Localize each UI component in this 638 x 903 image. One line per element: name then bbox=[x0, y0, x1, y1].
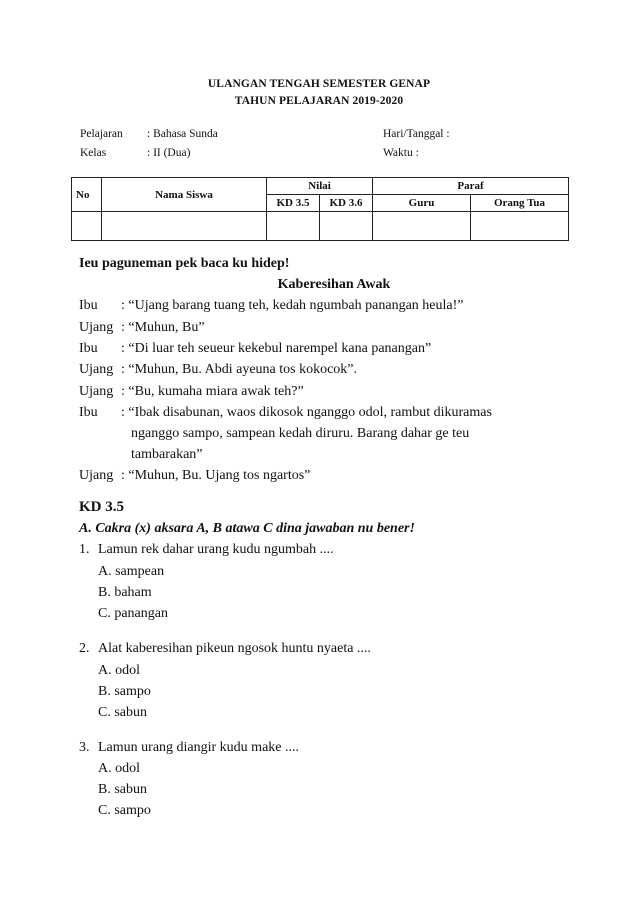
header-guru: Guru bbox=[373, 195, 471, 212]
blank-entry-row bbox=[72, 212, 569, 241]
subject-label: Pelajaran bbox=[80, 128, 123, 140]
answer-option[interactable]: B. baham bbox=[98, 585, 152, 600]
header-nilai: Nilai bbox=[267, 178, 373, 195]
subject-value: : Bahasa Sunda bbox=[147, 128, 218, 140]
class-label: Kelas bbox=[80, 147, 107, 159]
section-kd-heading: KD 3.5 bbox=[79, 499, 124, 515]
header-orang-tua: Orang Tua bbox=[471, 195, 569, 212]
cell-kd35[interactable] bbox=[267, 212, 320, 241]
question-number: 1. bbox=[79, 542, 90, 557]
section-instruction: A. Cakra (x) aksara A, B atawa C dina jawaban nu bener! bbox=[79, 521, 415, 536]
exam-title: ULANGAN TENGAH SEMESTER GENAP bbox=[207, 78, 431, 90]
dialog-line: : “Muhun, Bu” bbox=[121, 320, 205, 335]
dialog-line: : “Di luar teh seueur kekebul narempel kana panangan” bbox=[121, 341, 432, 356]
cell-kd36[interactable] bbox=[320, 212, 373, 241]
cell-student-name[interactable] bbox=[102, 212, 267, 241]
header-kd35: KD 3.5 bbox=[267, 195, 320, 212]
dialog-speaker: Ibu bbox=[79, 405, 98, 420]
score-table bbox=[71, 177, 569, 241]
answer-option[interactable]: B. sampo bbox=[98, 684, 151, 699]
answer-option[interactable]: C. panangan bbox=[98, 606, 168, 621]
academic-year: TAHUN PELAJARAN 2019-2020 bbox=[234, 95, 404, 107]
answer-option[interactable]: B. sabun bbox=[98, 782, 147, 797]
header-kd36: KD 3.6 bbox=[320, 195, 373, 212]
class-value: : II (Dua) bbox=[147, 147, 191, 159]
dialog-line: : “Muhun, Bu. Abdi ayeuna tos kokocok”. bbox=[121, 362, 358, 377]
dialog-speaker: Ujang bbox=[79, 468, 114, 483]
header-paraf: Paraf bbox=[373, 178, 569, 195]
answer-option[interactable]: C. sampo bbox=[98, 803, 151, 818]
answer-option[interactable]: A. odol bbox=[98, 663, 140, 678]
dialog-line: : “Muhun, Bu. Ujang tos ngartos” bbox=[121, 468, 311, 483]
date-label: Hari/Tanggal : bbox=[383, 128, 450, 140]
question-number: 3. bbox=[79, 740, 90, 755]
answer-option[interactable]: C. sabun bbox=[98, 705, 147, 720]
time-label: Waktu : bbox=[383, 147, 419, 159]
question-text: Lamun urang diangir kudu make .... bbox=[98, 740, 300, 755]
dialog-speaker: Ujang bbox=[79, 362, 114, 377]
cell-no[interactable] bbox=[72, 212, 102, 241]
dialog-speaker: Ujang bbox=[79, 384, 114, 399]
question-number: 2. bbox=[79, 641, 90, 656]
cell-orang-tua[interactable] bbox=[471, 212, 569, 241]
header-no: No bbox=[72, 178, 102, 212]
dialog-speaker: Ibu bbox=[79, 298, 98, 313]
cell-guru[interactable] bbox=[373, 212, 471, 241]
reading-intro: Ieu paguneman pek baca ku hidep! bbox=[79, 256, 290, 271]
dialog-speaker: Ibu bbox=[79, 341, 98, 356]
dialog-line-continued: nganggo sampo, sampean kedah diruru. Barang dahar ge teu bbox=[131, 426, 470, 441]
answer-option[interactable]: A. odol bbox=[98, 761, 140, 776]
dialog-line: : “Bu, kumaha miara awak teh?” bbox=[121, 384, 304, 399]
dialog-line: : “Ibak disabunan, waos dikosok nganggo odol, rambut dikuramas bbox=[121, 405, 492, 420]
question-text: Lamun rek dahar urang kudu ngumbah .... bbox=[98, 542, 334, 557]
reading-title: Kaberesihan Awak bbox=[277, 277, 391, 292]
dialog-speaker: Ujang bbox=[79, 320, 114, 335]
header-student-name: Nama Siswa bbox=[102, 178, 267, 212]
question-text: Alat kaberesihan pikeun ngosok huntu nyaeta .... bbox=[98, 641, 371, 656]
dialog-line: : “Ujang barang tuang teh, kedah ngumbah panangan heula!” bbox=[121, 298, 464, 313]
answer-option[interactable]: A. sampean bbox=[98, 564, 165, 579]
dialog-line-continued: tambarakan” bbox=[131, 447, 203, 462]
